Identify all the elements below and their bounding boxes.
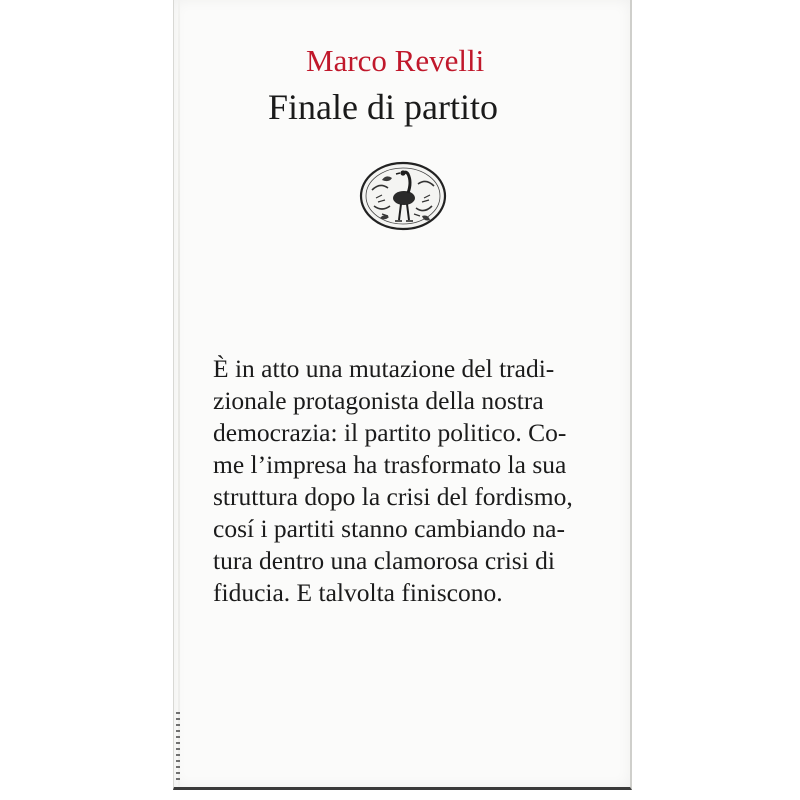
spine-barcode-marks (176, 712, 180, 782)
blurb-line: zionale protagonista della nostra (213, 386, 544, 415)
book-author: Marco Revelli (306, 43, 485, 78)
blurb-line: me l’impresa ha trasformato la sua (213, 450, 567, 479)
cover-fold-line (178, 0, 180, 787)
book-title: Finale di partito (268, 87, 498, 127)
ostrich-emblem-icon (358, 160, 448, 232)
blurb-line: tura dentro una clamorosa crisi di (213, 546, 556, 575)
blurb-line: cosí i partiti stanno cambiando na- (213, 514, 565, 543)
book-cover (173, 0, 632, 790)
back-cover-blurb (213, 353, 603, 609)
blurb-line: fiducia. E talvolta finiscono. (213, 578, 503, 607)
blurb-line: È in atto una mutazione del tradi- (213, 354, 555, 383)
blurb-line: democrazia: il partito politico. Co- (213, 418, 567, 447)
blurb-line: struttura dopo la crisi del fordismo, (213, 482, 573, 511)
